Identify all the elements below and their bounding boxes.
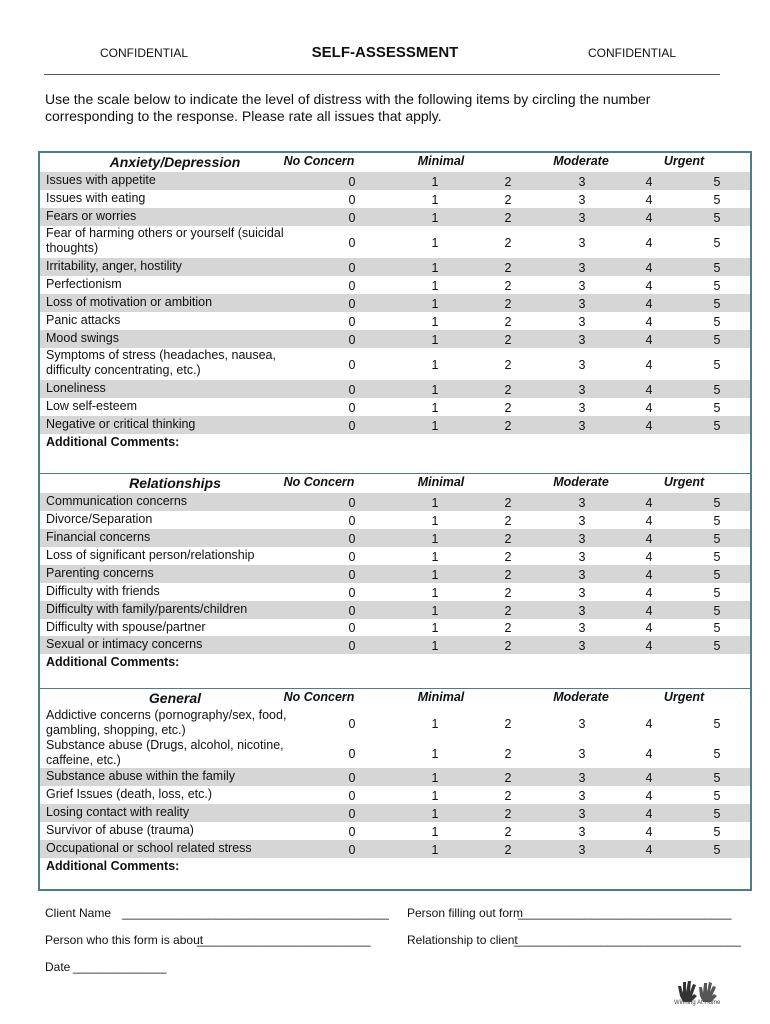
item-label: Issues with appetite <box>46 173 156 187</box>
item-label: Substance abuse within the family <box>46 769 235 783</box>
confidential-right: CONFIDENTIAL <box>588 46 677 60</box>
rating-option-1[interactable]: 1 <box>431 174 439 189</box>
rating-option-4[interactable]: 4 <box>645 296 653 311</box>
rating-option-3[interactable]: 3 <box>578 296 586 311</box>
rating-option-4[interactable]: 4 <box>645 418 653 433</box>
rating-option-4[interactable]: 4 <box>645 638 653 653</box>
rating-option-1[interactable]: 1 <box>431 314 439 329</box>
column-header-moderate: Moderate <box>553 154 609 168</box>
rating-option-5[interactable]: 5 <box>713 716 721 731</box>
rating-option-1[interactable]: 1 <box>431 603 439 618</box>
rating-option-1[interactable]: 1 <box>431 382 439 397</box>
rating-option-0[interactable]: 0 <box>348 788 356 803</box>
rating-option-5[interactable]: 5 <box>713 746 721 761</box>
table-row <box>40 294 750 312</box>
item-label: Divorce/Separation <box>46 512 153 526</box>
item-label: Negative or critical thinking <box>46 417 196 431</box>
rating-option-3[interactable]: 3 <box>578 603 586 618</box>
section-header <box>40 153 750 172</box>
rating-option-1[interactable]: 1 <box>431 235 439 250</box>
rating-option-0[interactable]: 0 <box>348 260 356 275</box>
assessment-form <box>38 151 752 891</box>
item-label: Issues with eating <box>46 191 146 205</box>
rating-option-5[interactable]: 5 <box>713 806 721 821</box>
table-row <box>40 276 750 294</box>
rating-option-2[interactable]: 2 <box>504 192 512 207</box>
table-row <box>40 565 750 583</box>
table-row <box>40 601 750 619</box>
rating-option-4[interactable]: 4 <box>645 806 653 821</box>
client-name-field[interactable]: ________________________________________ <box>122 906 389 920</box>
rating-option-5[interactable]: 5 <box>713 531 721 546</box>
table-row <box>40 208 750 226</box>
rating-option-2[interactable]: 2 <box>504 842 512 857</box>
rating-option-5[interactable]: 5 <box>713 418 721 433</box>
rating-option-2[interactable]: 2 <box>504 332 512 347</box>
rating-option-2[interactable]: 2 <box>504 513 512 528</box>
rating-option-4[interactable]: 4 <box>645 788 653 803</box>
section-title: General <box>148 690 202 706</box>
rating-option-0[interactable]: 0 <box>348 296 356 311</box>
rating-option-1[interactable]: 1 <box>431 400 439 415</box>
table-row <box>40 172 750 190</box>
table-row <box>40 398 750 416</box>
rating-option-2[interactable]: 2 <box>504 638 512 653</box>
rating-option-0[interactable]: 0 <box>348 357 356 372</box>
table-row <box>40 619 750 636</box>
rating-option-1[interactable]: 1 <box>431 495 439 510</box>
rating-option-4[interactable]: 4 <box>645 513 653 528</box>
column-header-urgent: Urgent <box>663 154 705 168</box>
rating-option-3[interactable]: 3 <box>578 174 586 189</box>
item-label: Loneliness <box>46 381 106 395</box>
rating-option-1[interactable]: 1 <box>431 824 439 839</box>
rating-option-2[interactable]: 2 <box>504 400 512 415</box>
rating-option-0[interactable]: 0 <box>348 585 356 600</box>
rating-option-1[interactable]: 1 <box>431 842 439 857</box>
rating-option-5[interactable]: 5 <box>713 770 721 785</box>
item-label: Communication concerns <box>46 494 188 508</box>
rating-option-1[interactable]: 1 <box>431 585 439 600</box>
rating-option-3[interactable]: 3 <box>578 400 586 415</box>
confidential-left: CONFIDENTIAL <box>100 46 189 60</box>
section-1 <box>40 473 750 688</box>
rating-option-0[interactable]: 0 <box>348 531 356 546</box>
item-label: Difficulty with friends <box>46 584 160 598</box>
rating-option-3[interactable]: 3 <box>578 716 586 731</box>
table-row <box>40 636 750 654</box>
section-title: Relationships <box>129 475 221 491</box>
person-about-field[interactable]: __________________________ <box>197 933 371 947</box>
rating-option-4[interactable]: 4 <box>645 824 653 839</box>
rating-option-3[interactable]: 3 <box>578 314 586 329</box>
relationship-field[interactable]: __________________________________ <box>514 933 741 947</box>
item-label: Fear of harming others or yourself (suicidal thoughts) <box>46 226 284 255</box>
rating-option-1[interactable]: 1 <box>431 806 439 821</box>
rating-option-4[interactable]: 4 <box>645 357 653 372</box>
table-row <box>40 380 750 398</box>
rating-option-1[interactable]: 1 <box>431 567 439 582</box>
rating-option-2[interactable]: 2 <box>504 314 512 329</box>
rating-option-1[interactable]: 1 <box>431 278 439 293</box>
item-label: Financial concerns <box>46 530 151 544</box>
rating-option-1[interactable]: 1 <box>431 549 439 564</box>
table-row <box>40 804 750 822</box>
rating-option-5[interactable]: 5 <box>713 513 721 528</box>
rating-option-3[interactable]: 3 <box>578 278 586 293</box>
rating-option-5[interactable]: 5 <box>713 210 721 225</box>
item-label: Loss of motivation or ambition <box>46 295 213 309</box>
column-header-minimal: Minimal <box>417 475 465 489</box>
rating-option-3[interactable]: 3 <box>578 531 586 546</box>
rating-option-3[interactable]: 3 <box>578 585 586 600</box>
rating-option-1[interactable]: 1 <box>431 770 439 785</box>
rating-option-0[interactable]: 0 <box>348 278 356 293</box>
item-label: Irritability, anger, hostility <box>46 259 182 273</box>
rating-option-2[interactable]: 2 <box>504 357 512 372</box>
rating-option-1[interactable]: 1 <box>431 210 439 225</box>
rating-option-5[interactable]: 5 <box>713 296 721 311</box>
rating-option-5[interactable]: 5 <box>713 603 721 618</box>
client-name-label: Client Name <box>45 906 112 920</box>
column-header-no-concern: No Concern <box>283 475 355 489</box>
rating-option-4[interactable]: 4 <box>645 770 653 785</box>
rating-option-0[interactable]: 0 <box>348 192 356 207</box>
rating-option-4[interactable]: 4 <box>645 621 653 635</box>
rating-option-5[interactable]: 5 <box>713 638 721 653</box>
rating-option-4[interactable]: 4 <box>645 842 653 857</box>
additional-comments[interactable] <box>40 654 750 670</box>
rating-option-4[interactable]: 4 <box>645 746 653 761</box>
rating-option-2[interactable]: 2 <box>504 806 512 821</box>
table-row <box>40 708 750 738</box>
rating-option-2[interactable]: 2 <box>504 296 512 311</box>
rating-option-2[interactable]: 2 <box>504 585 512 600</box>
rating-option-1[interactable]: 1 <box>431 260 439 275</box>
rating-option-3[interactable]: 3 <box>578 260 586 275</box>
rating-option-1[interactable]: 1 <box>431 296 439 311</box>
item-label: Low self-esteem <box>46 399 138 413</box>
rating-option-0[interactable]: 0 <box>348 495 356 510</box>
item-label: Survivor of abuse (trauma) <box>46 823 194 837</box>
rating-option-5[interactable]: 5 <box>713 174 721 189</box>
rating-option-0[interactable]: 0 <box>348 513 356 528</box>
rating-option-5[interactable]: 5 <box>713 357 721 372</box>
rating-option-4[interactable]: 4 <box>645 235 653 250</box>
column-header-moderate: Moderate <box>553 690 609 704</box>
rating-option-4[interactable]: 4 <box>645 716 653 731</box>
rating-option-2[interactable]: 2 <box>504 716 512 731</box>
additional-comments[interactable] <box>40 434 750 450</box>
item-label: Fears or worries <box>46 209 137 223</box>
table-row <box>40 768 750 786</box>
item-label: Losing contact with reality <box>46 805 190 819</box>
rating-option-2[interactable]: 2 <box>504 824 512 839</box>
rating-option-4[interactable]: 4 <box>645 585 653 600</box>
rating-option-1[interactable]: 1 <box>431 192 439 207</box>
table-row <box>40 738 750 768</box>
rating-option-2[interactable]: 2 <box>504 531 512 546</box>
rating-option-0[interactable]: 0 <box>348 382 356 397</box>
rating-option-5[interactable]: 5 <box>713 278 721 293</box>
column-header-minimal: Minimal <box>417 154 465 168</box>
rating-option-2[interactable]: 2 <box>504 603 512 618</box>
rating-option-4[interactable]: 4 <box>645 314 653 329</box>
rating-option-2[interactable]: 2 <box>504 770 512 785</box>
rating-option-5[interactable]: 5 <box>713 260 721 275</box>
table-row <box>40 312 750 330</box>
item-label: Occupational or school related stress <box>46 841 252 855</box>
rating-option-2[interactable]: 2 <box>504 418 512 433</box>
rating-option-0[interactable]: 0 <box>348 746 356 761</box>
table-row <box>40 786 750 804</box>
rating-option-5[interactable]: 5 <box>713 332 721 347</box>
rating-option-3[interactable]: 3 <box>578 806 586 821</box>
rating-option-4[interactable]: 4 <box>645 603 653 618</box>
rating-option-0[interactable]: 0 <box>348 174 356 189</box>
rating-option-3[interactable]: 3 <box>578 567 586 582</box>
date-field[interactable]: ______________ <box>73 960 167 974</box>
rating-option-4[interactable]: 4 <box>645 400 653 415</box>
rating-option-0[interactable]: 0 <box>348 418 356 433</box>
rating-option-3[interactable]: 3 <box>578 495 586 510</box>
rating-option-1[interactable]: 1 <box>431 531 439 546</box>
rating-option-3[interactable]: 3 <box>578 549 586 564</box>
table-row <box>40 258 750 276</box>
rating-option-4[interactable]: 4 <box>645 260 653 275</box>
rating-option-3[interactable]: 3 <box>578 788 586 803</box>
additional-comments-label: Additional Comments: <box>46 435 180 449</box>
rating-option-3[interactable]: 3 <box>578 418 586 433</box>
section-header <box>40 474 750 493</box>
rating-option-4[interactable]: 4 <box>645 495 653 510</box>
rating-option-1[interactable]: 1 <box>431 638 439 653</box>
column-header-moderate: Moderate <box>553 475 609 489</box>
rating-option-0[interactable]: 0 <box>348 621 356 635</box>
rating-option-5[interactable]: 5 <box>713 549 721 564</box>
rating-option-4[interactable]: 4 <box>645 549 653 564</box>
rating-option-1[interactable]: 1 <box>431 513 439 528</box>
rating-option-3[interactable]: 3 <box>578 770 586 785</box>
rating-option-4[interactable]: 4 <box>645 278 653 293</box>
table-row <box>40 511 750 529</box>
item-label: Perfectionism <box>46 277 122 291</box>
instructions: Use the scale below to indicate the level of distress with the following items by circling the number corresponding to the response. Please rate all issues that apply. <box>45 91 651 124</box>
rating-option-2[interactable]: 2 <box>504 746 512 761</box>
table-row <box>40 226 750 258</box>
rating-option-2[interactable]: 2 <box>504 235 512 250</box>
person-filling-field[interactable]: ________________________________ <box>518 906 732 920</box>
rating-option-5[interactable]: 5 <box>713 235 721 250</box>
table-row <box>40 416 750 434</box>
rating-option-3[interactable]: 3 <box>578 382 586 397</box>
rating-option-0[interactable]: 0 <box>348 332 356 347</box>
rating-option-2[interactable]: 2 <box>504 549 512 564</box>
rating-option-4[interactable]: 4 <box>645 531 653 546</box>
column-header-urgent: Urgent <box>663 475 705 489</box>
rating-option-0[interactable]: 0 <box>348 770 356 785</box>
relationship-label: Relationship to client <box>407 933 518 947</box>
rating-option-1[interactable]: 1 <box>431 788 439 803</box>
additional-comments-label: Additional Comments: <box>46 859 180 873</box>
rating-option-2[interactable]: 2 <box>504 382 512 397</box>
rating-option-1[interactable]: 1 <box>431 332 439 347</box>
rating-option-3[interactable]: 3 <box>578 746 586 761</box>
column-header-minimal: Minimal <box>417 690 465 704</box>
table-row <box>40 190 750 208</box>
section-0 <box>40 153 750 472</box>
rating-option-5[interactable]: 5 <box>713 400 721 415</box>
rating-option-0[interactable]: 0 <box>348 567 356 582</box>
rating-option-3[interactable]: 3 <box>578 235 586 250</box>
item-label: Mood swings <box>46 331 119 345</box>
rating-option-5[interactable]: 5 <box>713 567 721 582</box>
rating-option-5[interactable]: 5 <box>713 192 721 207</box>
item-label: Panic attacks <box>46 313 121 327</box>
column-header-no-concern: No Concern <box>283 154 355 168</box>
item-label: Difficulty with family/parents/children <box>46 602 248 616</box>
rating-option-3[interactable]: 3 <box>578 210 586 225</box>
rating-option-2[interactable]: 2 <box>504 621 512 635</box>
person-about-label: Person who this form is about <box>45 933 204 947</box>
rating-option-4[interactable]: 4 <box>645 210 653 225</box>
rating-option-1[interactable]: 1 <box>431 357 439 372</box>
rating-option-0[interactable]: 0 <box>348 549 356 564</box>
rating-option-4[interactable]: 4 <box>645 332 653 347</box>
rating-option-4[interactable]: 4 <box>645 174 653 189</box>
page-title: SELF-ASSESSMENT <box>311 44 459 61</box>
rating-option-4[interactable]: 4 <box>645 382 653 397</box>
rating-option-3[interactable]: 3 <box>578 842 586 857</box>
rating-option-1[interactable]: 1 <box>431 418 439 433</box>
rating-option-2[interactable]: 2 <box>504 567 512 582</box>
rating-option-3[interactable]: 3 <box>578 824 586 839</box>
rating-option-3[interactable]: 3 <box>578 357 586 372</box>
rating-option-5[interactable]: 5 <box>713 621 721 635</box>
rating-option-2[interactable]: 2 <box>504 788 512 803</box>
rating-option-5[interactable]: 5 <box>713 585 721 600</box>
rating-option-2[interactable]: 2 <box>504 210 512 225</box>
rating-option-3[interactable]: 3 <box>578 192 586 207</box>
item-label: Substance abuse (Drugs, alcohol, nicotine, caffeine, etc.) <box>46 738 284 767</box>
table-row <box>40 348 750 380</box>
additional-comments[interactable] <box>40 858 750 874</box>
rating-option-0[interactable]: 0 <box>348 314 356 329</box>
rating-option-4[interactable]: 4 <box>645 192 653 207</box>
rating-option-1[interactable]: 1 <box>431 746 439 761</box>
item-label: Sexual or intimacy concerns <box>46 637 203 651</box>
table-row <box>40 529 750 547</box>
table-row <box>40 822 750 840</box>
rating-option-0[interactable]: 0 <box>348 400 356 415</box>
rating-option-0[interactable]: 0 <box>348 842 356 857</box>
rating-option-3[interactable]: 3 <box>578 621 586 635</box>
rating-option-1[interactable]: 1 <box>431 716 439 731</box>
item-label: Parenting concerns <box>46 566 154 580</box>
rating-option-5[interactable]: 5 <box>713 495 721 510</box>
rating-option-5[interactable]: 5 <box>713 824 721 839</box>
rating-option-0[interactable]: 0 <box>348 638 356 653</box>
person-filling-label: Person filling out form <box>407 906 524 920</box>
table-row <box>40 493 750 511</box>
table-row <box>40 840 750 858</box>
rating-option-3[interactable]: 3 <box>578 332 586 347</box>
table-row <box>40 583 750 601</box>
additional-comments-label: Additional Comments: <box>46 655 180 669</box>
rating-option-2[interactable]: 2 <box>504 495 512 510</box>
rating-option-0[interactable]: 0 <box>348 824 356 839</box>
item-label: Grief Issues (death, loss, etc.) <box>46 787 213 801</box>
rating-option-0[interactable]: 0 <box>348 235 356 250</box>
rating-option-1[interactable]: 1 <box>431 621 439 635</box>
section-header <box>40 689 750 708</box>
rating-option-5[interactable]: 5 <box>713 314 721 329</box>
rating-option-2[interactable]: 2 <box>504 260 512 275</box>
item-label: Difficulty with spouse/partner <box>46 620 206 634</box>
table-row <box>40 547 750 565</box>
logo-text: Winning At Home <box>674 1000 721 1006</box>
rating-option-5[interactable]: 5 <box>713 382 721 397</box>
rating-option-3[interactable]: 3 <box>578 638 586 653</box>
rating-option-0[interactable]: 0 <box>348 603 356 618</box>
rating-option-0[interactable]: 0 <box>348 210 356 225</box>
date-label: Date <box>45 960 71 974</box>
item-label: Loss of significant person/relationship <box>46 548 255 562</box>
rating-option-5[interactable]: 5 <box>713 842 721 857</box>
rating-option-2[interactable]: 2 <box>504 174 512 189</box>
rating-option-3[interactable]: 3 <box>578 513 586 528</box>
table-row <box>40 330 750 348</box>
rating-option-0[interactable]: 0 <box>348 806 356 821</box>
section-2 <box>40 688 750 890</box>
rating-option-2[interactable]: 2 <box>504 278 512 293</box>
item-label: Addictive concerns (pornography/sex, food, gambling, shopping, etc.) <box>46 708 287 737</box>
column-header-no-concern: No Concern <box>283 690 355 704</box>
column-header-urgent: Urgent <box>663 690 705 704</box>
header-divider <box>44 74 720 75</box>
rating-option-4[interactable]: 4 <box>645 567 653 582</box>
item-label: Symptoms of stress (headaches, nausea, difficulty concentrating, etc.) <box>46 348 276 377</box>
rating-option-0[interactable]: 0 <box>348 716 356 731</box>
section-title: Anxiety/Depression <box>109 154 241 170</box>
rating-option-5[interactable]: 5 <box>713 788 721 803</box>
